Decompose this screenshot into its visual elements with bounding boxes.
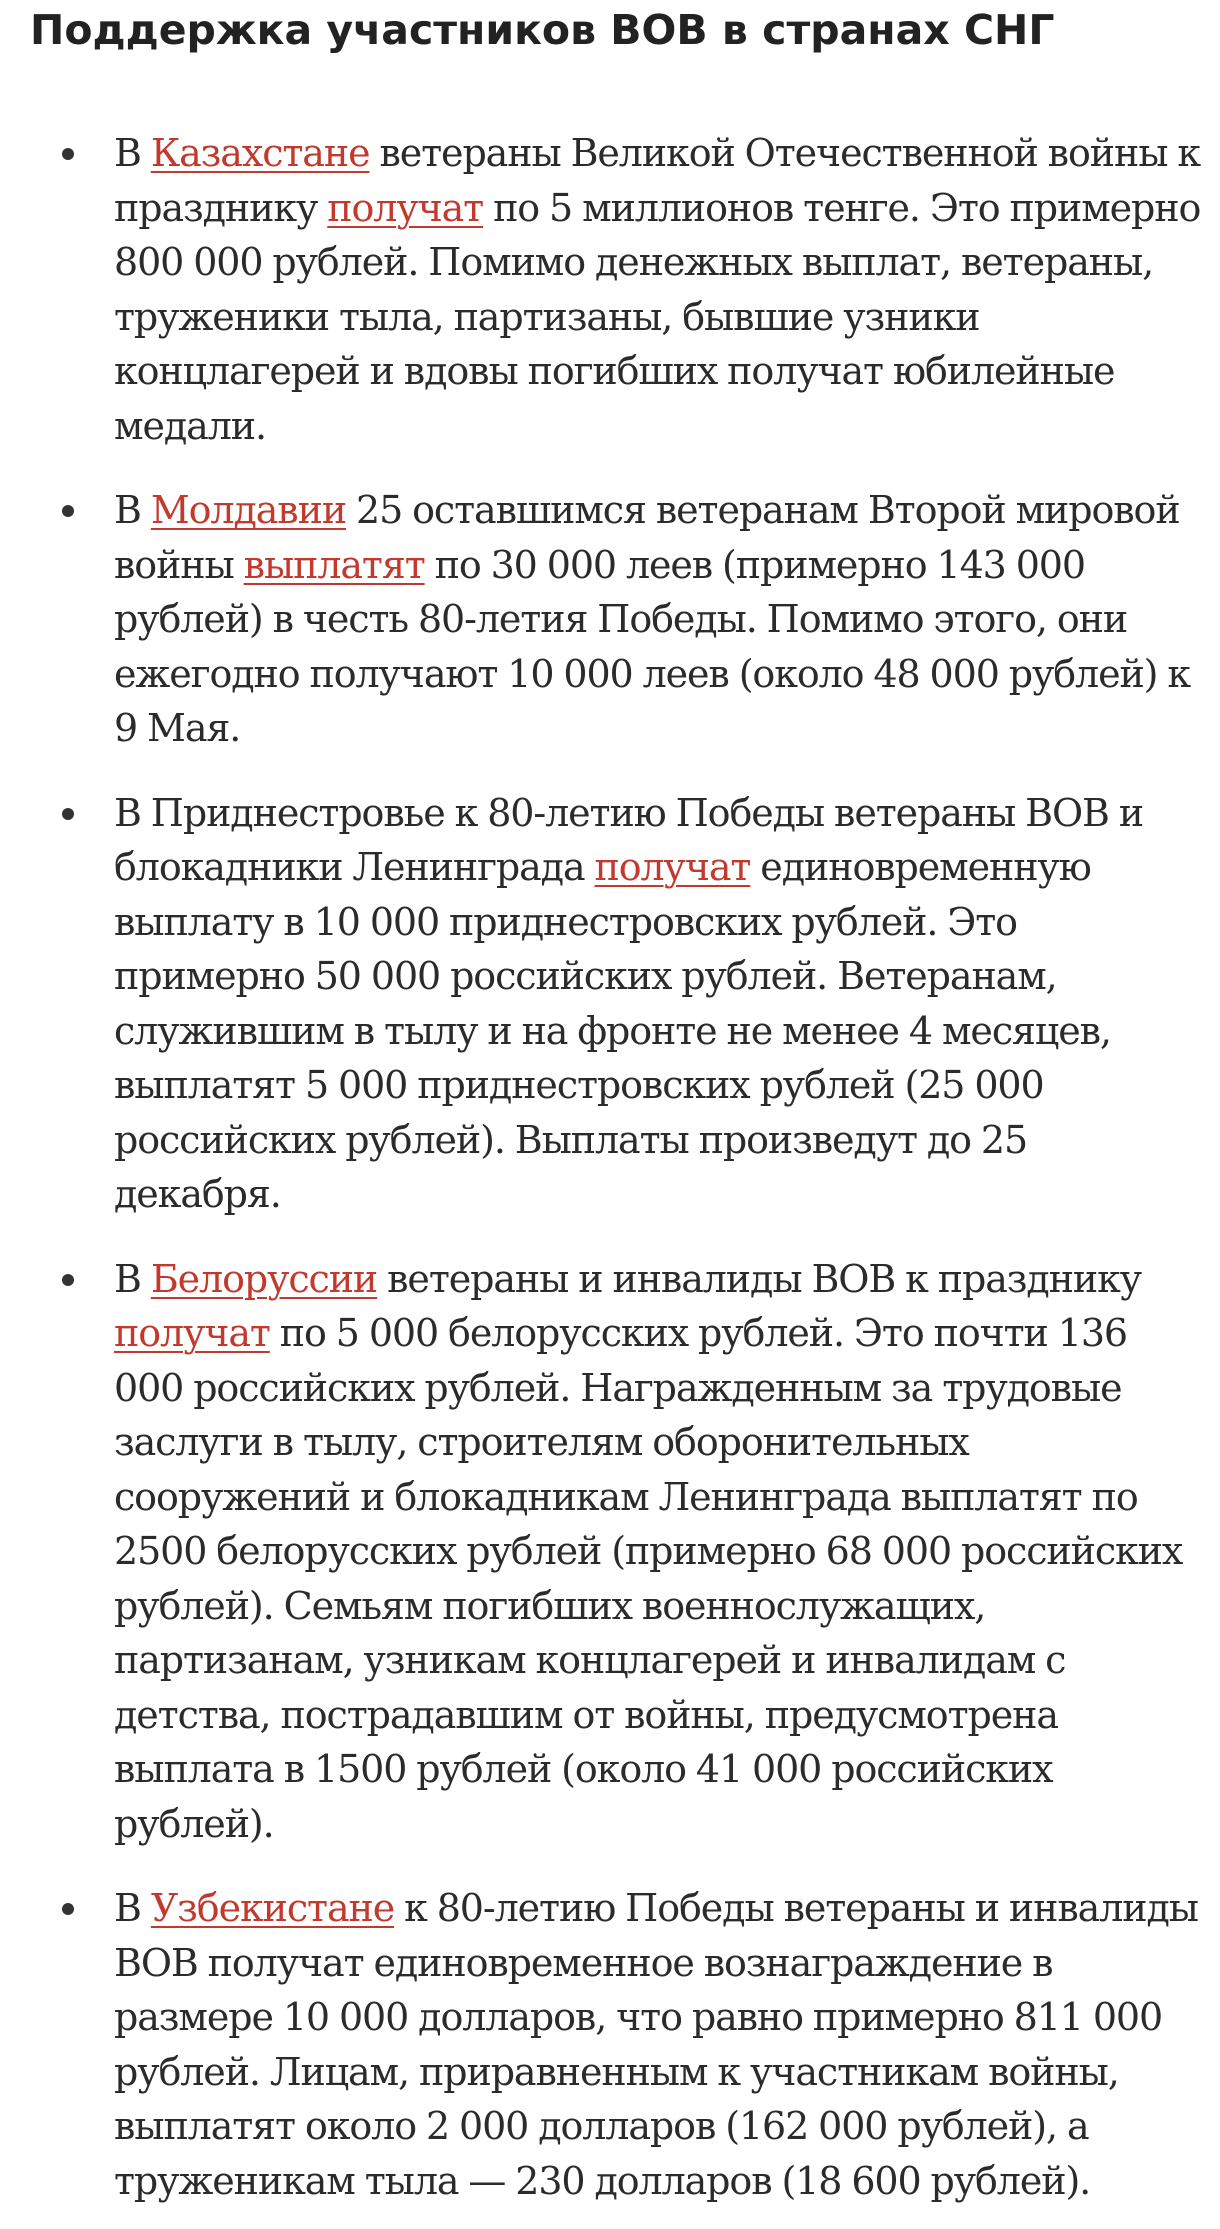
link-uzbekistan[interactable]: Узбекистане bbox=[150, 1886, 395, 1930]
item-text: В bbox=[114, 1256, 151, 1301]
list-item-moldova bbox=[0, 483, 1220, 756]
item-text: единовременную выплату в 10 000 приднестровских рублей. Это примерно 50 000 российских рублей. Ветеранам, служившим в тылу и на фронте не менее 4 месяцев, выплатят 5 000 приднестровских рублей (25 000 российских рублей). Выплаты произведут до 25 декабря. bbox=[114, 845, 1111, 1216]
item-text: по 5 миллионов тенге. Это примерно 800 000 рублей. Помимо денежных выплат, ветераны, труженики тыла, партизаны, бывшие узники концлагерей и вдовы погибших получат юбилейные медали. bbox=[114, 185, 1201, 448]
list-item-belarus bbox=[0, 1252, 1220, 1852]
item-text: к 80-летию Победы ветераны и инвалиды ВОВ получат единовременное вознаграждение в размере 10 000 долларов, что равно примерно 811 000 рублей. Лицам, приравненным к участникам войны, выплатят около 2 000 долларов (162 000 рублей), а труженикам тыла — 230 долларов (18 600 рублей). bbox=[114, 1886, 1198, 2203]
item-text: В bbox=[114, 131, 151, 175]
link-belarus[interactable]: Белоруссии bbox=[150, 1256, 378, 1301]
list-item-transnistria bbox=[0, 786, 1220, 1222]
bullet-icon bbox=[62, 148, 74, 160]
link-poluchat[interactable]: получат bbox=[327, 185, 484, 230]
item-text: В bbox=[114, 488, 151, 532]
item-text: ветераны Великой Отечественной войны к празднику bbox=[114, 131, 1200, 230]
bullet-icon bbox=[62, 505, 74, 517]
list-item-kazakhstan bbox=[0, 126, 1220, 453]
item-text: по 30 000 леев (примерно 143 000 рублей) в честь 80-летия Победы. Помимо этого, они ежегодно получают 10 000 леев (около 48 000 рублей) к 9 Мая. bbox=[114, 542, 1191, 750]
item-text: В bbox=[114, 1886, 151, 1930]
bullet-icon bbox=[62, 1903, 74, 1915]
bullet-icon bbox=[62, 808, 74, 820]
item-text: 25 оставшимся ветеранам Второй мировой войны bbox=[114, 488, 1180, 587]
link-poluchat[interactable]: получат bbox=[114, 1311, 270, 1355]
link-kazakhstan[interactable]: Казахстане bbox=[150, 131, 370, 175]
link-vyplatyat[interactable]: выплатят bbox=[243, 542, 425, 587]
item-text: по 5 000 белорусских рублей. Это почти 136 000 российских рублей. Награжденным за трудовые заслуги в тылу, строителям оборонительных сооружений и блокадникам Ленинграда выплатят по 2500 белорусских рублей (примерно 68 000 российских рублей). Семьям погибших военнослужащих, партизанам, узникам концлагерей и инвалидам с детства, пострадавшим от войны, предусмотрена выплата в 1500 рублей (около 41 000 российских рублей). bbox=[114, 1311, 1183, 1846]
link-moldova[interactable]: Молдавии bbox=[150, 488, 347, 532]
country-support-list bbox=[0, 126, 1220, 2229]
item-text: В Приднестровье к 80-летию Победы ветераны ВОВ и блокадники Ленинграда bbox=[114, 790, 1144, 889]
link-poluchat[interactable]: получат bbox=[594, 845, 751, 889]
section-heading: Поддержка участников ВОВ в странах СНГ bbox=[30, 6, 1055, 54]
bullet-icon bbox=[62, 1274, 74, 1286]
list-item-uzbekistan bbox=[0, 1881, 1220, 2208]
item-text: ветераны и инвалиды ВОВ к празднику bbox=[377, 1256, 1142, 1301]
